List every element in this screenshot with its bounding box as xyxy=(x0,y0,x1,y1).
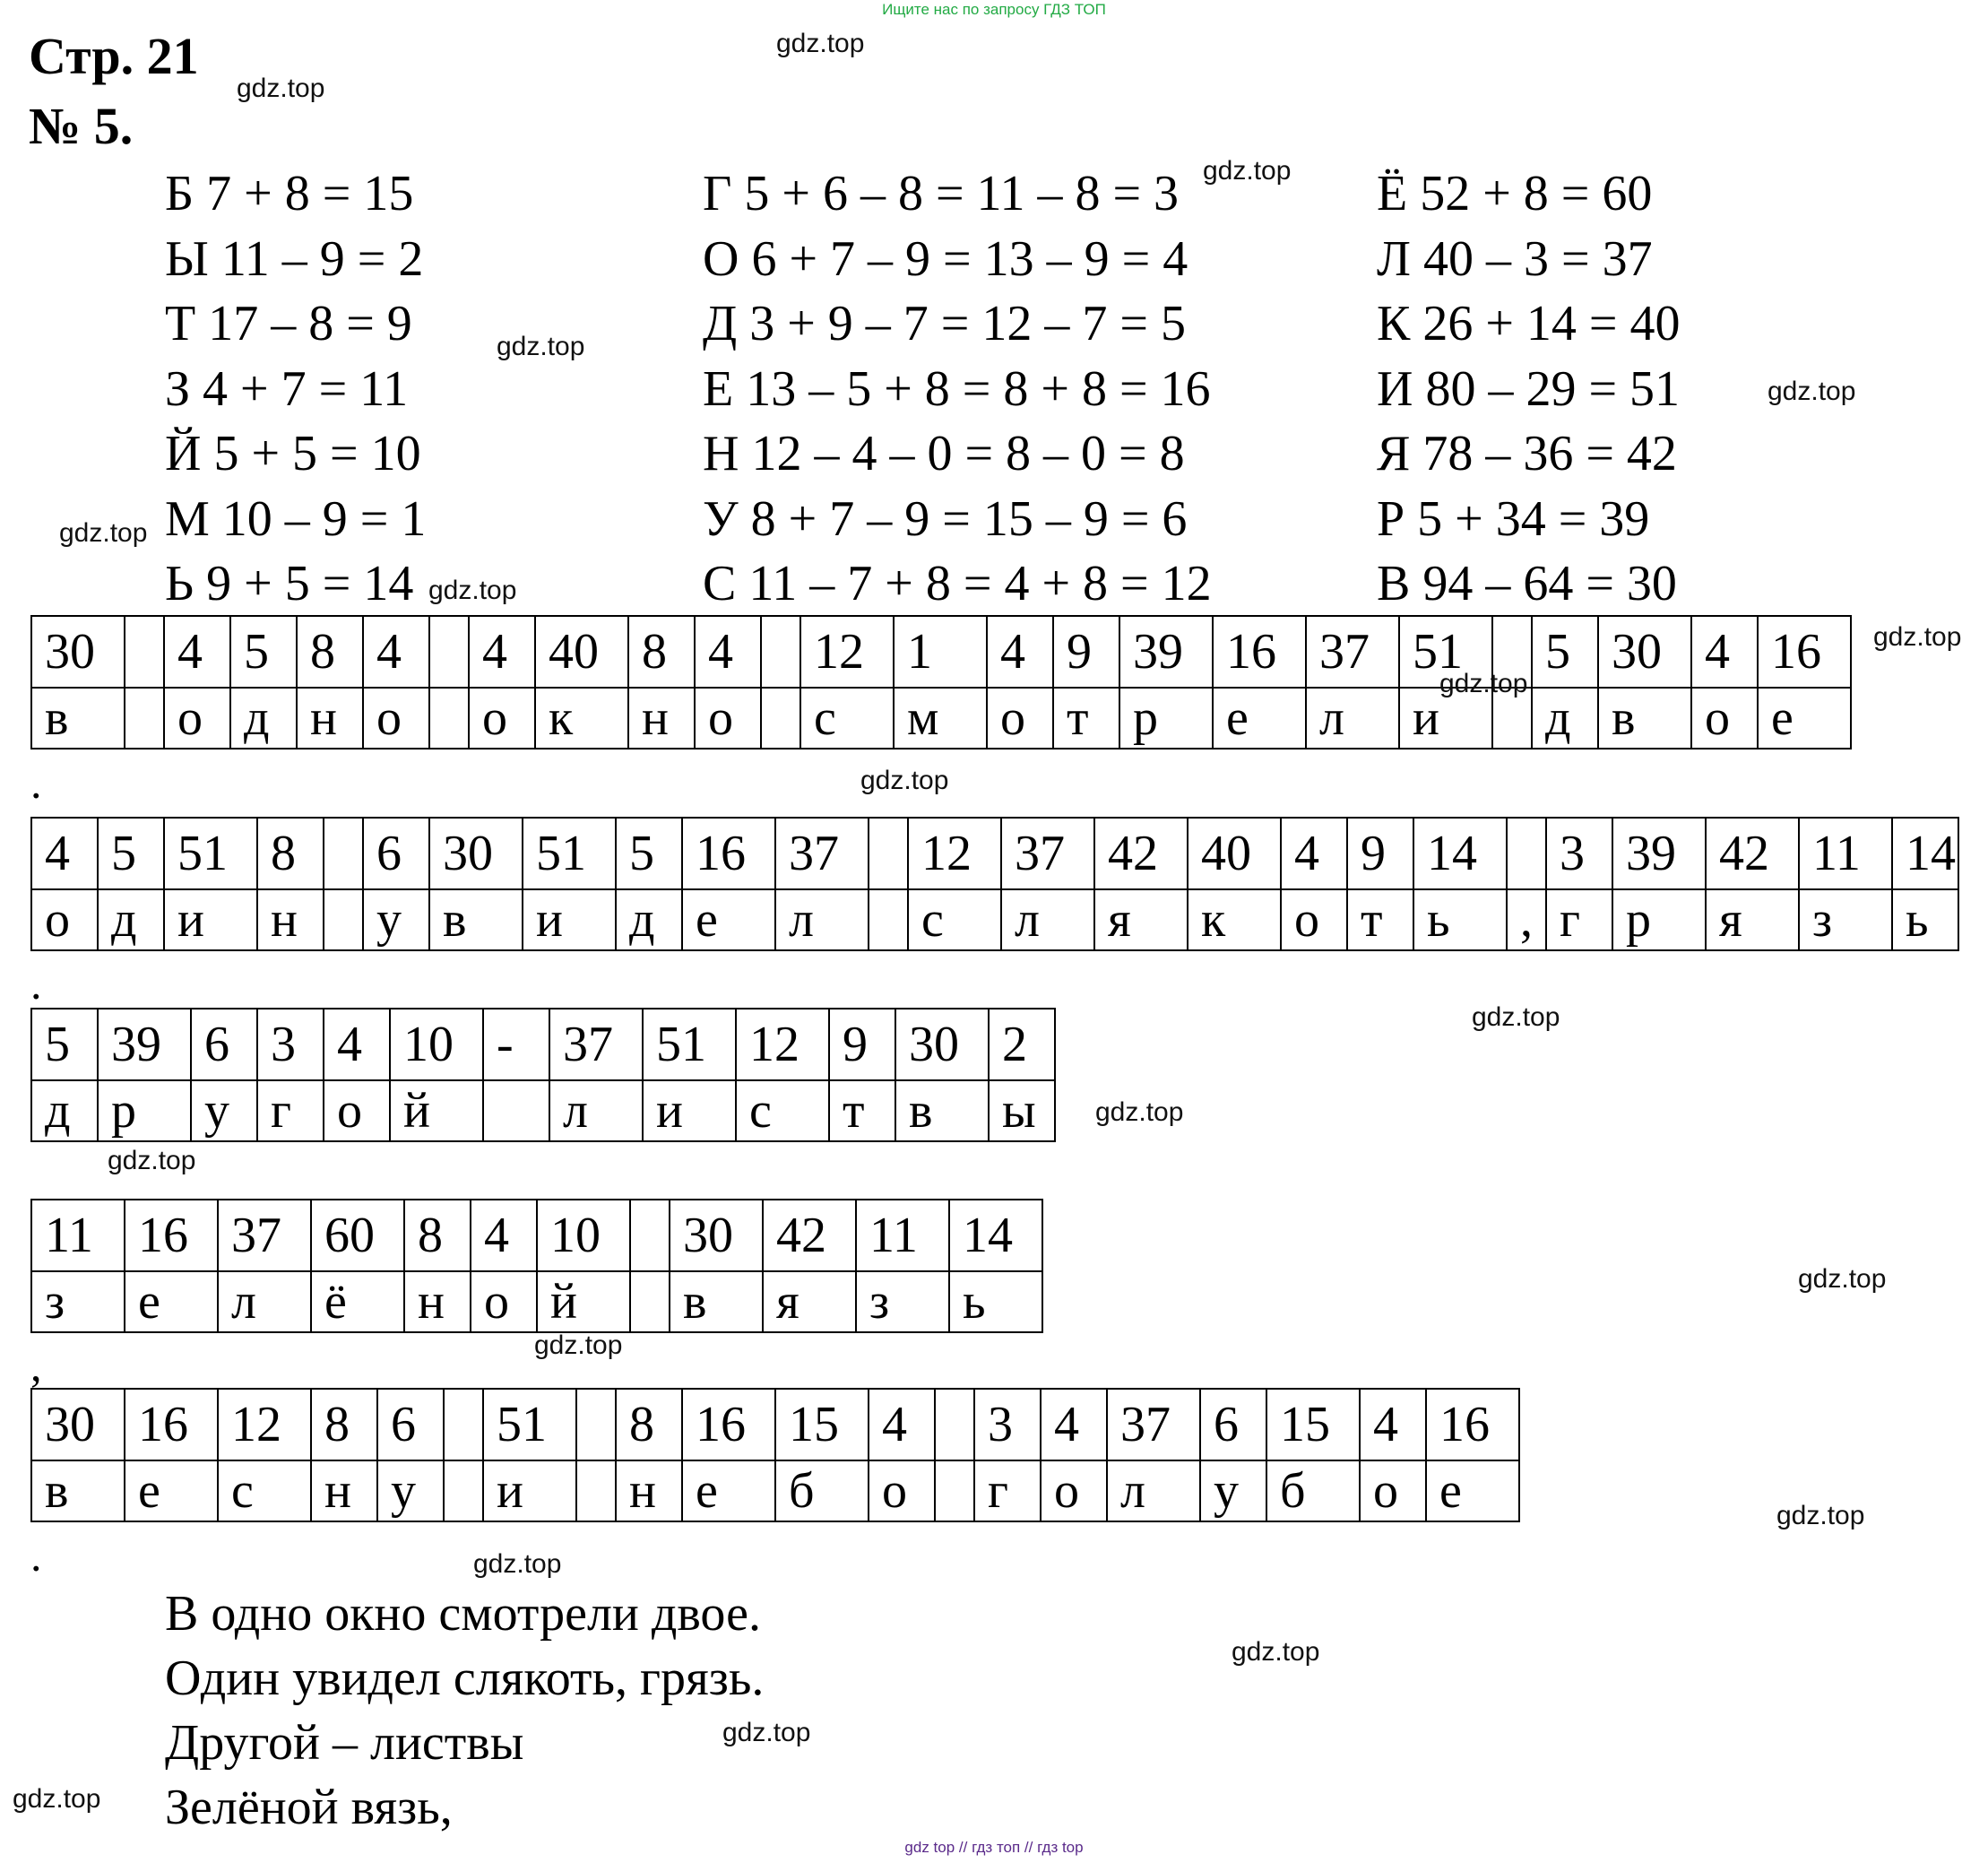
top-banner: Ищите нас по запросу ГДЗ ТОП xyxy=(882,1,1106,18)
number-cell: 6 xyxy=(363,818,429,889)
number-cell: 14 xyxy=(1892,818,1958,889)
equation: К 26 + 14 = 40 xyxy=(1377,296,1681,351)
letter-cell: и xyxy=(483,1460,576,1521)
letter-cell: о xyxy=(987,688,1053,749)
letter-cell: з xyxy=(856,1271,949,1332)
number-cell: 15 xyxy=(1266,1389,1360,1460)
number-cell: 37 xyxy=(775,818,869,889)
equation: С 11 – 7 + 8 = 4 + 8 = 12 xyxy=(703,556,1212,611)
letter-cell: о xyxy=(471,1271,537,1332)
letter-cell: и xyxy=(523,889,616,950)
number-cell: 5 xyxy=(616,818,682,889)
number-cell: 16 xyxy=(682,1389,775,1460)
watermark-text: gdz.top xyxy=(1798,1264,1887,1294)
letter-cell: б xyxy=(1266,1460,1360,1521)
letter-cell: д xyxy=(1532,688,1598,749)
letter-cell: о xyxy=(1041,1460,1107,1521)
number-cell: 30 xyxy=(670,1200,763,1271)
number-cell: 37 xyxy=(218,1200,311,1271)
letter-cell: ь xyxy=(1892,889,1958,950)
watermark-text: gdz.top xyxy=(534,1330,623,1360)
number-cell: 39 xyxy=(98,1009,191,1080)
letter-cell: т xyxy=(1053,688,1119,749)
letter-cell: у xyxy=(377,1460,444,1521)
watermark-text: gdz.top xyxy=(1203,156,1292,186)
letter-cell: е xyxy=(682,1460,775,1521)
punctuation-mark: , xyxy=(30,1340,42,1391)
watermark-text: gdz.top xyxy=(108,1146,196,1175)
numbers-row xyxy=(31,1009,1055,1080)
letter-cell: б xyxy=(775,1460,869,1521)
spacer-cell xyxy=(630,1200,670,1271)
number-cell: 10 xyxy=(537,1200,630,1271)
letter-cell: м xyxy=(894,688,987,749)
number-cell: 16 xyxy=(1426,1389,1519,1460)
number-cell: 3 xyxy=(974,1389,1041,1460)
number-cell: 1 xyxy=(894,616,987,688)
letter-cell: о xyxy=(1691,688,1758,749)
letters-row xyxy=(31,1271,1042,1332)
letter-cell: в xyxy=(429,889,523,950)
number-cell: 60 xyxy=(311,1200,404,1271)
number-cell: 9 xyxy=(829,1009,895,1080)
number-cell: - xyxy=(483,1009,549,1080)
number-cell: 14 xyxy=(1413,818,1507,889)
number-cell: 6 xyxy=(377,1389,444,1460)
number-cell: 4 xyxy=(31,818,98,889)
letter-cell: л xyxy=(775,889,869,950)
poem-line: Зелёной вязь, xyxy=(165,1780,453,1835)
watermark-text: gdz.top xyxy=(722,1718,811,1747)
watermark-text: gdz.top xyxy=(497,332,585,361)
letter-cell: ь xyxy=(1413,889,1507,950)
letter-cell: д xyxy=(98,889,164,950)
spacer-cell xyxy=(429,616,469,688)
letter-cell: л xyxy=(549,1080,643,1141)
number-cell: 10 xyxy=(390,1009,483,1080)
number-cell: 5 xyxy=(1532,616,1598,688)
letter-cell: с xyxy=(218,1460,311,1521)
letter-cell: в xyxy=(670,1271,763,1332)
poem-line: Другой – листвы xyxy=(165,1715,524,1771)
spacer-cell xyxy=(125,616,164,688)
letter-cell: о xyxy=(1281,889,1347,950)
number-cell: 14 xyxy=(949,1200,1042,1271)
number-cell: 42 xyxy=(1706,818,1799,889)
equation: Д 3 + 9 – 7 = 12 – 7 = 5 xyxy=(703,296,1186,351)
letter-cell: л xyxy=(1107,1460,1200,1521)
spacer-cell xyxy=(630,1271,670,1332)
number-cell: 39 xyxy=(1119,616,1213,688)
number-cell: 51 xyxy=(523,818,616,889)
letter-cell: ы xyxy=(989,1080,1055,1141)
spacer-cell xyxy=(444,1460,483,1521)
problem-number: № 5. xyxy=(29,97,134,155)
number-cell: 2 xyxy=(989,1009,1055,1080)
letter-cell: о xyxy=(363,688,429,749)
letter-cell: р xyxy=(1119,688,1213,749)
letter-cell: т xyxy=(1347,889,1413,950)
letter-cell: т xyxy=(829,1080,895,1141)
letter-cell: о xyxy=(869,1460,935,1521)
number-cell: 8 xyxy=(616,1389,682,1460)
watermark-text: gdz.top xyxy=(1095,1097,1184,1127)
number-cell: 11 xyxy=(31,1200,125,1271)
footer-links: gdz top // гдз топ // гдз top xyxy=(904,1839,1084,1856)
letter-cell: и xyxy=(643,1080,736,1141)
letter-cell: ё xyxy=(311,1271,404,1332)
spacer-cell xyxy=(324,818,363,889)
number-cell: 42 xyxy=(763,1200,856,1271)
letter-cell: с xyxy=(908,889,1001,950)
number-cell: 30 xyxy=(31,616,125,688)
number-cell: 40 xyxy=(1188,818,1281,889)
number-cell: 8 xyxy=(404,1200,471,1271)
number-cell: 5 xyxy=(98,818,164,889)
number-cell: 51 xyxy=(1399,616,1492,688)
watermark-text: gdz.top xyxy=(1873,622,1962,652)
cipher-table xyxy=(30,817,1959,951)
number-cell: 5 xyxy=(31,1009,98,1080)
letter-cell: е xyxy=(1426,1460,1519,1521)
equation: Й 5 + 5 = 10 xyxy=(165,426,421,481)
spacer-cell xyxy=(935,1389,974,1460)
spacer-cell xyxy=(576,1460,616,1521)
letter-cell: и xyxy=(164,889,257,950)
number-cell: 4 xyxy=(363,616,429,688)
letter-cell: г xyxy=(257,1080,324,1141)
letters-row xyxy=(31,889,1958,950)
number-cell: 4 xyxy=(869,1389,935,1460)
letter-cell: л xyxy=(1306,688,1399,749)
letter-cell: , xyxy=(1507,889,1546,950)
number-cell: 4 xyxy=(1041,1389,1107,1460)
punctuation-mark: . xyxy=(30,958,42,1009)
spacer-cell xyxy=(125,688,164,749)
letter-cell: е xyxy=(125,1460,218,1521)
equation: Р 5 + 34 = 39 xyxy=(1377,490,1650,547)
letter-cell: в xyxy=(1598,688,1691,749)
watermark-text: gdz.top xyxy=(860,766,949,795)
letter-cell: н xyxy=(257,889,324,950)
equation: В 94 – 64 = 30 xyxy=(1377,556,1677,611)
number-cell: 3 xyxy=(257,1009,324,1080)
number-cell: 37 xyxy=(549,1009,643,1080)
poem-line: Один увидел слякоть, грязь. xyxy=(165,1651,765,1706)
equation: У 8 + 7 – 9 = 15 – 9 = 6 xyxy=(703,490,1188,547)
number-cell: 12 xyxy=(908,818,1001,889)
letter-cell: е xyxy=(1213,688,1306,749)
letter-cell: л xyxy=(1001,889,1094,950)
letter-cell: у xyxy=(191,1080,257,1141)
cipher-table xyxy=(30,1199,1043,1333)
equation: Я 78 – 36 = 42 xyxy=(1377,426,1677,481)
number-cell: 4 xyxy=(1360,1389,1426,1460)
number-cell: 16 xyxy=(682,818,775,889)
numbers-row xyxy=(31,1200,1042,1271)
number-cell: 42 xyxy=(1094,818,1188,889)
letter-cell: о xyxy=(324,1080,390,1141)
cipher-table xyxy=(30,615,1852,750)
number-cell: 12 xyxy=(218,1389,311,1460)
equation: Т 17 – 8 = 9 xyxy=(165,296,412,351)
punctuation-mark: . xyxy=(30,1530,42,1581)
number-cell: 9 xyxy=(1053,616,1119,688)
number-cell: 9 xyxy=(1347,818,1413,889)
number-cell: 51 xyxy=(483,1389,576,1460)
equation: Б 7 + 8 = 15 xyxy=(165,166,414,221)
letter-cell: к xyxy=(535,688,628,749)
spacer-cell xyxy=(869,889,908,950)
number-cell: 30 xyxy=(1598,616,1691,688)
numbers-row xyxy=(31,616,1851,688)
watermark-text: gdz.top xyxy=(13,1784,101,1814)
number-cell: 12 xyxy=(736,1009,829,1080)
number-cell: 5 xyxy=(230,616,297,688)
spacer-cell xyxy=(576,1389,616,1460)
letters-row xyxy=(31,1080,1055,1141)
number-cell: 4 xyxy=(1691,616,1758,688)
letter-cell: о xyxy=(164,688,230,749)
number-cell: 3 xyxy=(1546,818,1612,889)
number-cell: 51 xyxy=(643,1009,736,1080)
letter-cell: у xyxy=(363,889,429,950)
spacer-cell xyxy=(483,1080,549,1141)
equation: Ь 9 + 5 = 14 xyxy=(165,556,414,611)
letter-cell: з xyxy=(1799,889,1892,950)
number-cell: 37 xyxy=(1001,818,1094,889)
number-cell: 51 xyxy=(164,818,257,889)
spacer-cell xyxy=(444,1389,483,1460)
equation: О 6 + 7 – 9 = 13 – 9 = 4 xyxy=(703,230,1188,287)
equation: М 10 – 9 = 1 xyxy=(165,490,427,547)
watermark-text: gdz.top xyxy=(1439,669,1528,698)
number-cell: 4 xyxy=(324,1009,390,1080)
letter-cell: н xyxy=(311,1460,377,1521)
number-cell: 30 xyxy=(31,1389,125,1460)
number-cell: 37 xyxy=(1107,1389,1200,1460)
letter-cell: р xyxy=(1612,889,1706,950)
letter-cell: с xyxy=(800,688,894,749)
number-cell: 30 xyxy=(429,818,523,889)
letters-row xyxy=(31,688,1851,749)
spacer-cell xyxy=(935,1460,974,1521)
letter-cell: н xyxy=(297,688,363,749)
number-cell: 4 xyxy=(164,616,230,688)
equation: И 80 – 29 = 51 xyxy=(1377,360,1681,417)
number-cell: 4 xyxy=(695,616,761,688)
letter-cell: в xyxy=(895,1080,989,1141)
number-cell: 11 xyxy=(1799,818,1892,889)
number-cell: 8 xyxy=(311,1389,377,1460)
number-cell: 16 xyxy=(125,1389,218,1460)
number-cell: 15 xyxy=(775,1389,869,1460)
letter-cell: о xyxy=(31,889,98,950)
watermark-text: gdz.top xyxy=(776,29,865,58)
watermark-text: gdz.top xyxy=(1232,1637,1320,1667)
number-cell: 40 xyxy=(535,616,628,688)
equation: Н 12 – 4 – 0 = 8 – 0 = 8 xyxy=(703,426,1185,481)
spacer-cell xyxy=(869,818,908,889)
number-cell: 4 xyxy=(1281,818,1347,889)
letter-cell: и xyxy=(1399,688,1492,749)
letter-cell: н xyxy=(628,688,695,749)
letter-cell: л xyxy=(218,1271,311,1332)
letter-cell: о xyxy=(1360,1460,1426,1521)
spacer-cell xyxy=(761,688,800,749)
number-cell: 16 xyxy=(125,1200,218,1271)
watermark-text: gdz.top xyxy=(473,1549,562,1579)
letter-cell: е xyxy=(682,889,775,950)
cipher-table xyxy=(30,1008,1056,1142)
equation: Л 40 – 3 = 37 xyxy=(1377,230,1653,287)
letter-cell: ь xyxy=(949,1271,1042,1332)
letter-cell: я xyxy=(763,1271,856,1332)
number-cell: 37 xyxy=(1306,616,1399,688)
letter-cell: о xyxy=(469,688,535,749)
page-title: Стр. 21 xyxy=(29,27,199,85)
letter-cell: о xyxy=(695,688,761,749)
number-cell: 12 xyxy=(800,616,894,688)
numbers-row xyxy=(31,1389,1519,1460)
number-cell: 8 xyxy=(628,616,695,688)
letter-cell: к xyxy=(1188,889,1281,950)
letter-cell: г xyxy=(974,1460,1041,1521)
watermark-text: gdz.top xyxy=(237,74,325,103)
letter-cell: с xyxy=(736,1080,829,1141)
number-cell: 8 xyxy=(297,616,363,688)
number-cell: 30 xyxy=(895,1009,989,1080)
letter-cell: д xyxy=(616,889,682,950)
number-cell: 39 xyxy=(1612,818,1706,889)
letter-cell: я xyxy=(1706,889,1799,950)
spacer-cell xyxy=(761,616,800,688)
letter-cell: е xyxy=(125,1271,218,1332)
letter-cell: н xyxy=(404,1271,471,1332)
letter-cell: й xyxy=(390,1080,483,1141)
number-cell: 8 xyxy=(257,818,324,889)
equation: Г 5 + 6 – 8 = 11 – 8 = 3 xyxy=(703,166,1180,221)
letter-cell: е xyxy=(1758,688,1851,749)
equation: Ы 11 – 9 = 2 xyxy=(165,230,424,287)
letter-cell: я xyxy=(1094,889,1188,950)
punctuation-mark: . xyxy=(30,758,42,808)
letter-cell: д xyxy=(31,1080,98,1141)
poem-line: В одно окно смотрели двое. xyxy=(165,1586,761,1642)
number-cell: 4 xyxy=(987,616,1053,688)
number-cell: 6 xyxy=(191,1009,257,1080)
spacer-cell xyxy=(324,889,363,950)
number-cell: 4 xyxy=(471,1200,537,1271)
letter-cell: д xyxy=(230,688,297,749)
spacer-cell xyxy=(429,688,469,749)
cipher-table xyxy=(30,1388,1520,1522)
letter-cell: в xyxy=(31,688,125,749)
numbers-row xyxy=(31,818,1958,889)
letter-cell: н xyxy=(616,1460,682,1521)
letter-cell: з xyxy=(31,1271,125,1332)
letter-cell: р xyxy=(98,1080,191,1141)
equation: З 4 + 7 = 11 xyxy=(165,360,409,417)
letter-cell: г xyxy=(1546,889,1612,950)
watermark-text: gdz.top xyxy=(1472,1002,1560,1032)
equation: Е 13 – 5 + 8 = 8 + 8 = 16 xyxy=(703,360,1211,417)
watermark-text: gdz.top xyxy=(1768,377,1856,406)
number-cell: 6 xyxy=(1200,1389,1266,1460)
letters-row xyxy=(31,1460,1519,1521)
watermark-text: gdz.top xyxy=(428,576,517,605)
number-cell: 11 xyxy=(856,1200,949,1271)
letter-cell: в xyxy=(31,1460,125,1521)
letter-cell: у xyxy=(1200,1460,1266,1521)
watermark-text: gdz.top xyxy=(59,518,148,548)
number-cell: 16 xyxy=(1758,616,1851,688)
equation: Ё 52 + 8 = 60 xyxy=(1377,166,1653,221)
number-cell: 4 xyxy=(469,616,535,688)
letter-cell: й xyxy=(537,1271,630,1332)
watermark-text: gdz.top xyxy=(1776,1501,1865,1530)
number-cell: 16 xyxy=(1213,616,1306,688)
spacer-cell xyxy=(1507,818,1546,889)
